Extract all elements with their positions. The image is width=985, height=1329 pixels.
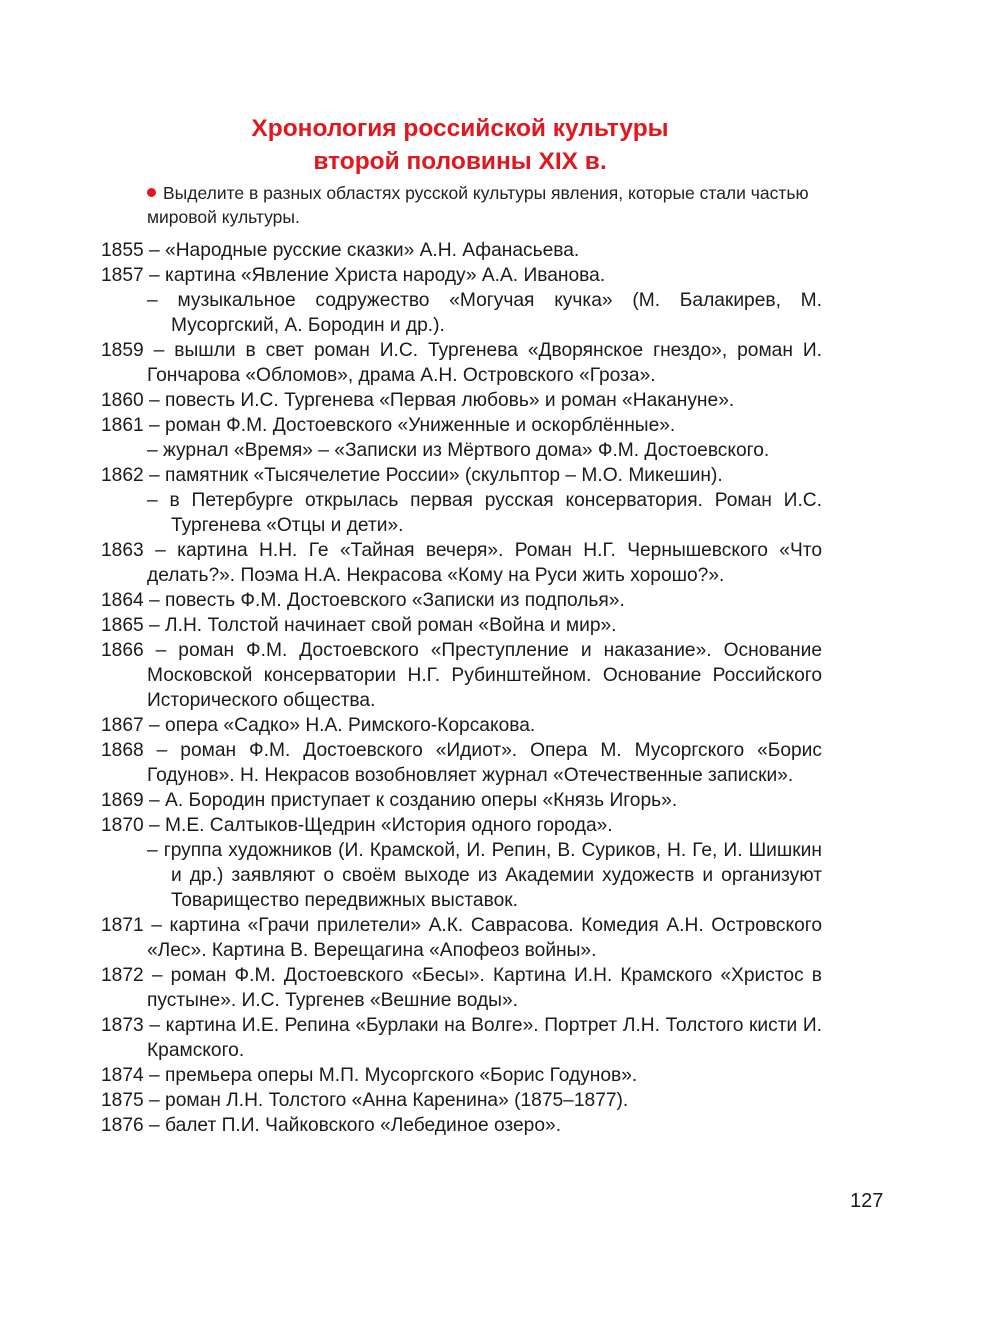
chronology-entry: 1855 – «Народные русские сказки» А.Н. Афанасьева. xyxy=(101,240,580,261)
page-number: 127 xyxy=(850,1190,884,1212)
chronology-sub-entry: – музыкальное содружество «Могучая кучка» (М. Балакирев, М. Мусоргский, А. Бородин и др.). xyxy=(147,290,822,336)
chronology-sub-entry: – в Петербурге открылась первая русская консерватория. Роман И.С. Тургенева «Отцы и дети». xyxy=(147,490,822,536)
chronology-entry: 1868 – роман Ф.М. Достоевского «Идиот». Опера М. Мусоргского «Борис Годунов». Н. Некрасов возобновляет журнал «Отечественные записки». xyxy=(101,740,822,786)
chronology-entry: 1860 – повесть И.С. Тургенева «Первая любовь» и роман «Накануне». xyxy=(101,390,735,411)
task-instruction xyxy=(147,181,827,229)
chronology-entry: 1873 – картина И.Е. Репина «Бурлаки на Волге». Портрет Л.Н. Толстого кисти И. Крамского. xyxy=(101,1015,822,1061)
chronology-entry: 1864 – повесть Ф.М. Достоевского «Записки из подполья». xyxy=(101,590,625,611)
red-bullet-icon xyxy=(147,188,156,197)
chronology-entry: 1862 – памятник «Тысячелетие России» (скульптор – М.О. Микешин). xyxy=(101,465,723,486)
title-line-2: второй половины XIX в. xyxy=(313,148,607,175)
chronology-entry: 1870 – М.Е. Салтыков-Щедрин «История одного города». xyxy=(101,815,613,836)
chronology-list xyxy=(101,238,822,1138)
chronology-entry: 1859 – вышли в свет роман И.С. Тургенева «Дворянское гнездо», роман И. Гончарова «Обломов», драма А.Н. Островского «Гроза». xyxy=(101,340,822,386)
chronology-entry: 1872 – роман Ф.М. Достоевского «Бесы». Картина И.Н. Крамского «Христос в пустыне». И.С. Тургенев «Вешние воды». xyxy=(101,965,822,1011)
chronology-entry: 1865 – Л.Н. Толстой начинает свой роман «Война и мир». xyxy=(101,615,617,636)
chronology-entry: 1867 – опера «Садко» Н.А. Римского-Корсакова. xyxy=(101,715,536,736)
chronology-sub-entry: – журнал «Время» – «Записки из Мёртвого дома» Ф.М. Достоевского. xyxy=(147,440,770,461)
chronology-entry: 1866 – роман Ф.М. Достоевского «Преступление и наказание». Основание Московской консерватории Н.Г. Рубинштейном. Основание Российского Исторического общества. xyxy=(101,640,822,711)
page-title xyxy=(0,112,920,178)
chronology-entry: 1876 – балет П.И. Чайковского «Лебединое озеро». xyxy=(101,1115,562,1136)
chronology-entry: 1874 – премьера оперы М.П. Мусоргского «Борис Годунов». xyxy=(101,1065,638,1086)
chronology-entry: 1869 – А. Бородин приступает к созданию оперы «Князь Игорь». xyxy=(101,790,678,811)
chronology-entry: 1861 – роман Ф.М. Достоевского «Униженные и оскорблённые». xyxy=(101,415,676,436)
chronology-entry: 1875 – роман Л.Н. Толстого «Анна Каренина» (1875–1877). xyxy=(101,1090,629,1111)
title-line-1: Хронология российской культуры xyxy=(251,115,669,142)
chronology-entry: 1871 – картина «Грачи прилетели» А.К. Саврасова. Комедия А.Н. Островского «Лес». Картина В. Верещагина «Апофеоз войны». xyxy=(101,915,822,961)
task-text: Выделите в разных областях русской культуры явления, которые стали частью мировой культуры. xyxy=(147,183,809,227)
chronology-entry: 1857 – картина «Явление Христа народу» А.А. Иванова. xyxy=(101,265,606,286)
chronology-entry: 1863 – картина Н.Н. Ге «Тайная вечеря». Роман Н.Г. Чернышевского «Что делать?». Поэма Н.А. Некрасова «Кому на Руси жить хорошо?». xyxy=(101,540,822,586)
chronology-sub-entry: – группа художников (И. Крамской, И. Репин, В. Суриков, Н. Ге, И. Шишкин и др.) заявляют о своём выходе из Академии художеств и организуют Товарищество передвижных выставок. xyxy=(147,840,822,911)
